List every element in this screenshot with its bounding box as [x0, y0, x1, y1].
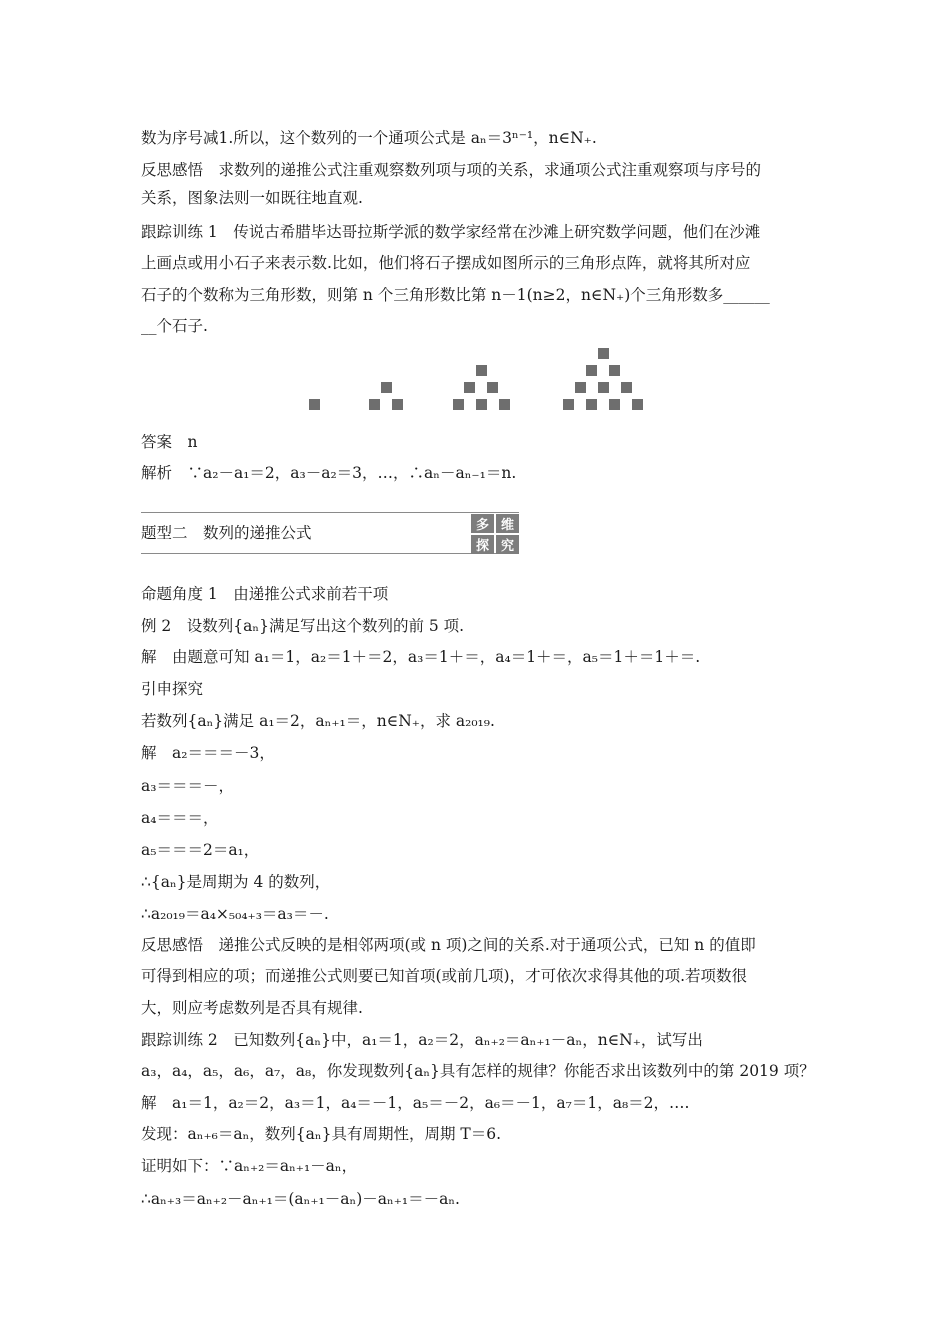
text-line: 反思感悟 求数列的递推公式注重观察数列项与项的关系，求通项公式注重观察项与序号的 — [141, 161, 762, 179]
text-line: 解 a₁＝1，a₂＝2，a₃＝1，a₄＝－1，a₅＝－2，a₆＝－1，a₇＝1，a₈＝2，…. — [141, 1094, 690, 1112]
stone-dot — [609, 365, 620, 376]
section-tag — [471, 514, 519, 553]
text-line: a₄＝＝＝， — [141, 809, 219, 827]
tag-char: 探 — [471, 535, 494, 554]
text-line: 上画点或用小石子来表示数.比如，他们将石子摆成如图所示的三角形点阵，就将其所对应 — [141, 254, 751, 272]
stone-dot — [476, 399, 487, 410]
text-line: 解 a₂＝＝＝－3， — [141, 744, 275, 762]
stone-dot — [632, 399, 643, 410]
stone-dot — [453, 399, 464, 410]
stone-dot — [476, 365, 487, 376]
text-line: 反思感悟 递推公式反映的是相邻两项(或 n 项)之间的关系.对于通项公式，已知 n 的值即 — [141, 936, 756, 954]
stone-dot — [621, 382, 632, 393]
text-line: 关系，图象法则一如既往地直观. — [141, 189, 363, 207]
stone-dot — [609, 399, 620, 410]
stone-dot — [598, 382, 609, 393]
stone-dot — [563, 399, 574, 410]
text-line: 命题角度 1 由递推公式求前若干项 — [141, 585, 389, 603]
text-line: 大，则应考虑数列是否具有规律. — [141, 999, 363, 1017]
text-line: 例 2 设数列{aₙ}满足写出这个数列的前 5 项. — [141, 617, 465, 635]
text-line: ∴{aₙ}是周期为 4 的数列， — [141, 873, 331, 891]
stone-dot — [392, 399, 403, 410]
section-header — [141, 512, 519, 554]
text-line: ∴a₂₀₁₉＝a₄×₅₀₄₊₃＝a₃＝－. — [141, 905, 329, 923]
stone-dot — [369, 399, 380, 410]
text-line: 跟踪训练 1 传说古希腊毕达哥拉斯学派的数学家经常在沙滩上研究数学问题，他们在沙滩 — [141, 223, 761, 241]
stone-dot — [464, 382, 475, 393]
text-line: 发现：aₙ₊₆＝aₙ，数列{aₙ}具有周期性，周期 T＝6. — [141, 1125, 502, 1143]
stone-dot — [598, 348, 609, 359]
stone-dot — [309, 399, 320, 410]
stone-dot — [586, 365, 597, 376]
text-line: 若数列{aₙ}满足 a₁＝2，aₙ₊₁＝，n∈N₊，求 a₂₀₁₉. — [141, 712, 495, 730]
tag-char: 维 — [496, 514, 519, 533]
text-line: 可得到相应的项；而递推公式则要已知首项(或前几项)，才可依次求得其他的项.若项数很 — [141, 967, 748, 985]
stone-dot — [487, 382, 498, 393]
text-line: 跟踪训练 2 已知数列{aₙ}中，a₁＝1，a₂＝2，aₙ₊₂＝aₙ₊₁－aₙ，n∈N₊，试写出 — [141, 1031, 703, 1049]
tag-char: 究 — [496, 535, 519, 554]
text-line: 石子的个数称为三角形数，则第 n 个三角形数比第 n－1(n≥2，n∈N₊)个三角形数多______ — [141, 286, 770, 304]
stone-dot — [499, 399, 510, 410]
text-line: ∴aₙ₊₃＝aₙ₊₂－aₙ₊₁＝(aₙ₊₁－aₙ)－aₙ₊₁＝－aₙ. — [141, 1190, 460, 1208]
stone-dot — [381, 382, 392, 393]
section-title: 题型二 数列的递推公式 — [141, 524, 312, 542]
text-line: a₃＝＝＝－， — [141, 777, 234, 795]
analysis-line: 解析 ∵a₂－a₁＝2，a₃－a₂＝3，…，∴aₙ－aₙ₋₁＝n. — [141, 464, 517, 482]
text-line: __个石子. — [141, 317, 208, 335]
text-line: 证明如下：∵aₙ₊₂＝aₙ₊₁－aₙ， — [141, 1157, 358, 1175]
text-line: 数为序号减1.所以，这个数列的一个通项公式是 aₙ＝3ⁿ⁻¹，n∈N₊. — [141, 129, 597, 147]
tag-char: 多 — [471, 514, 494, 533]
stone-dot — [586, 399, 597, 410]
text-line: 解 由题意可知 a₁＝1，a₂＝1＋＝2，a₃＝1＋＝，a₄＝1＋＝，a₅＝1＋＝1＋＝. — [141, 648, 701, 666]
text-line: a₃，a₄，a₅，a₆，a₇，a₈，你发现数列{aₙ}具有怎样的规律？你能否求出该数列中的第 2019 项？ — [141, 1062, 815, 1080]
stone-dot — [575, 382, 586, 393]
text-line: 引申探究 — [141, 680, 204, 698]
answer-line: 答案 n — [141, 433, 198, 451]
text-line: a₅＝＝＝2＝a₁， — [141, 841, 260, 859]
